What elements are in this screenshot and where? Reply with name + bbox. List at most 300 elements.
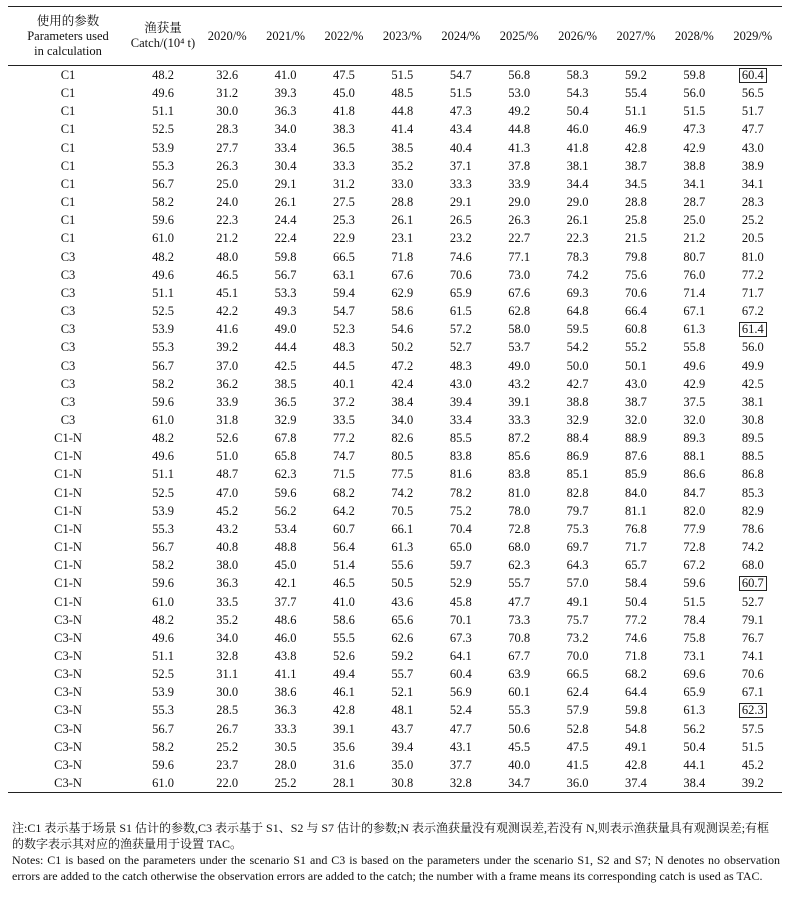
value-cell: 70.5 (391, 503, 414, 518)
value-cell: 26.3 (508, 213, 531, 228)
value-cell: 57.0 (566, 576, 589, 591)
value-cell: 59.2 (391, 649, 414, 663)
value-cell: 50.6 (508, 721, 531, 736)
value-cell: 51.5 (391, 68, 414, 82)
catch-cell: 58.2 (152, 195, 174, 210)
value-cell: 45.1 (216, 285, 239, 300)
table-row (8, 284, 782, 302)
value-cell: 81.1 (624, 503, 647, 518)
value-cell: 76.8 (624, 521, 647, 536)
catch-cell: 61.0 (152, 231, 174, 246)
value-cell: 56.4 (333, 540, 355, 555)
value-cell: 79.8 (624, 249, 647, 264)
value-cell: 30.8 (391, 776, 414, 791)
note-chinese: 注:C1 表示基于场景 S1 估计的参数,C3 表示基于 S1、S2 与 S7 估计的参数;N 表示渔获量没有观测误差,若没有 N,则表示渔获量具有观测误差;有框的数字表示其对应的渔获量用于设置 TAC。 (12, 821, 770, 851)
table-row (8, 229, 782, 247)
value-cell: 38.7 (624, 394, 647, 409)
value-cell: 32.8 (216, 649, 239, 663)
table-body (8, 66, 782, 793)
table-row (8, 357, 782, 375)
value-cell: 44.1 (683, 757, 706, 772)
value-cell: 33.0 (391, 176, 414, 191)
value-cell: 88.1 (683, 449, 706, 464)
param-cell: C1 (60, 104, 76, 119)
value-cell: 59.5 (566, 322, 589, 337)
value-cell: 24.4 (274, 213, 297, 228)
table-row (8, 302, 782, 320)
value-cell: 26.5 (449, 213, 472, 228)
value-cell: 36.0 (566, 776, 589, 791)
value-cell: 43.0 (624, 376, 647, 391)
table-row (8, 266, 782, 284)
header-row (8, 7, 782, 66)
value-cell: 48.5 (391, 86, 414, 101)
value-cell: 42.5 (741, 376, 764, 391)
value-cell: 22.3 (566, 231, 589, 246)
value-cell: 42.4 (391, 376, 414, 391)
table-row (8, 647, 782, 665)
value-cell: 72.8 (508, 521, 531, 536)
framed-value-cell (724, 574, 782, 592)
value-cell: 50.4 (683, 739, 706, 754)
catch-cell: 56.7 (152, 176, 174, 191)
catch-cell: 58.2 (152, 558, 174, 573)
value-cell: 32.9 (566, 412, 589, 427)
value-cell: 68.0 (741, 558, 764, 573)
value-cell: 42.8 (624, 140, 647, 155)
value-cell: 21.2 (683, 231, 706, 246)
value-cell: 48.1 (391, 703, 414, 718)
value-cell: 50.0 (566, 358, 589, 373)
catch-header-en: Catch/(10⁴ t) (130, 36, 196, 50)
value-cell: 80.5 (391, 449, 414, 464)
value-cell: 64.2 (333, 503, 355, 518)
value-cell: 75.8 (683, 630, 706, 645)
value-cell: 43.6 (391, 594, 414, 609)
value-cell: 55.6 (391, 558, 414, 573)
param-cell: C3-N (54, 757, 82, 772)
value-cell: 46.1 (333, 685, 355, 700)
param-cell: C1 (60, 86, 76, 101)
value-cell: 62.9 (391, 285, 414, 300)
value-cell: 26.1 (274, 195, 297, 210)
table-row (8, 538, 782, 556)
value-cell: 42.7 (566, 376, 589, 391)
value-cell: 34.0 (274, 122, 297, 137)
catch-cell: 51.1 (152, 467, 174, 482)
value-cell: 22.7 (508, 231, 531, 246)
param-cell: C1 (60, 122, 76, 137)
value-cell: 59.7 (449, 558, 472, 573)
table-notes (12, 820, 780, 884)
table-row (8, 574, 782, 592)
value-cell: 61.3 (683, 703, 706, 718)
value-cell: 29.1 (449, 195, 472, 210)
value-cell: 51.1 (624, 104, 647, 119)
year-column-header: 2025/% (499, 28, 539, 43)
catch-cell: 59.6 (152, 213, 174, 228)
value-cell: 52.7 (449, 340, 472, 355)
param-cell: C3 (60, 304, 76, 319)
value-cell: 67.7 (508, 649, 531, 663)
param-cell: C1-N (54, 485, 82, 500)
value-cell: 73.2 (566, 630, 589, 645)
table-row (8, 556, 782, 574)
value-cell: 45.5 (508, 739, 531, 754)
value-cell: 84.7 (683, 485, 706, 500)
value-cell: 48.3 (449, 358, 472, 373)
table-row (8, 774, 782, 793)
value-cell: 58.3 (566, 68, 589, 82)
value-cell: 25.0 (216, 176, 239, 191)
value-cell: 75.2 (449, 503, 472, 518)
value-cell: 51.7 (741, 104, 764, 119)
value-cell: 40.0 (508, 757, 531, 772)
catch-cell: 48.2 (152, 431, 174, 446)
value-cell: 53.0 (508, 86, 531, 101)
value-cell: 25.8 (624, 213, 647, 228)
value-cell: 77.2 (624, 612, 647, 627)
param-cell: C1-N (54, 594, 82, 609)
value-cell: 75.7 (566, 612, 589, 627)
catch-cell: 52.5 (152, 304, 174, 319)
value-cell: 45.2 (741, 757, 764, 772)
value-cell: 77.2 (333, 431, 355, 446)
value-cell: 40.8 (216, 540, 239, 555)
value-cell: 71.7 (624, 540, 647, 555)
value-cell: 62.4 (566, 685, 589, 700)
value-cell: 46.9 (624, 122, 647, 137)
value-cell: 58.0 (508, 322, 531, 337)
table-header (8, 7, 782, 66)
value-cell: 35.2 (391, 158, 414, 173)
value-cell: 86.6 (683, 467, 706, 482)
catch-cell: 56.7 (152, 721, 174, 736)
value-cell: 30.5 (274, 739, 297, 754)
param-cell: C3-N (54, 721, 82, 736)
value-cell: 50.2 (391, 340, 414, 355)
catch-cell: 49.6 (152, 449, 174, 464)
value-cell: 32.9 (274, 412, 297, 427)
value-cell: 83.8 (508, 467, 531, 482)
table-row (8, 102, 782, 120)
value-cell: 31.1 (216, 667, 239, 682)
value-cell: 40.1 (333, 376, 355, 391)
catch-cell: 56.7 (152, 358, 174, 373)
value-cell: 49.3 (274, 304, 297, 319)
value-cell: 61.3 (391, 540, 414, 555)
value-cell: 31.6 (333, 757, 355, 772)
value-cell: 37.4 (624, 776, 647, 791)
param-header-en-line2: in calculation (34, 43, 102, 58)
value-cell: 79.1 (741, 612, 764, 627)
value-cell: 74.7 (333, 449, 355, 464)
value-cell: 71.8 (391, 249, 414, 264)
value-cell: 89.3 (683, 431, 706, 446)
value-cell: 36.3 (274, 703, 297, 718)
value-cell: 82.6 (391, 431, 414, 446)
table-row (8, 465, 782, 483)
value-cell: 85.3 (741, 485, 764, 500)
value-cell: 27.5 (333, 195, 355, 210)
value-cell: 54.3 (566, 86, 589, 101)
value-cell: 82.0 (683, 503, 706, 518)
value-cell: 82.9 (741, 503, 764, 518)
value-cell: 59.2 (624, 68, 647, 82)
value-cell: 49.0 (274, 322, 297, 337)
value-cell: 45.0 (274, 558, 297, 573)
year-column-header: 2026/% (558, 28, 597, 43)
catch-cell: 48.2 (152, 249, 174, 264)
value-cell: 64.4 (624, 685, 647, 700)
param-cell: C1 (60, 195, 76, 210)
value-cell: 68.2 (624, 667, 647, 682)
year-column-header: 2029/% (733, 28, 773, 43)
value-cell: 50.4 (624, 594, 647, 609)
value-cell: 52.8 (566, 721, 589, 736)
value-cell: 81.6 (449, 467, 472, 482)
value-cell: 51.5 (741, 739, 764, 754)
value-cell: 30.4 (274, 158, 297, 173)
value-cell: 46.5 (216, 267, 239, 282)
table-row (8, 393, 782, 411)
value-cell: 78.4 (683, 612, 706, 627)
value-cell: 33.5 (216, 594, 239, 609)
value-cell: 60.4 (449, 667, 472, 682)
catch-cell: 61.0 (152, 594, 174, 609)
value-cell: 77.2 (741, 267, 764, 282)
value-cell: 59.4 (333, 285, 355, 300)
value-cell: 58.6 (333, 612, 355, 627)
param-cell: C3 (60, 267, 76, 282)
value-cell: 38.1 (566, 158, 589, 173)
catch-header-cn: 渔获量 (144, 21, 182, 35)
value-cell: 64.3 (566, 558, 589, 573)
value-cell: 39.1 (508, 394, 531, 409)
value-cell: 84.0 (624, 485, 647, 500)
value-cell: 60.8 (624, 322, 647, 337)
value-cell: 43.8 (274, 649, 297, 663)
value-cell: 26.7 (216, 721, 239, 736)
table-row (8, 66, 782, 85)
value-cell: 52.6 (333, 649, 355, 663)
value-cell: 77.5 (391, 467, 414, 482)
value-cell: 71.8 (624, 649, 647, 663)
value-cell: 41.6 (216, 322, 239, 337)
value-cell: 30.0 (216, 104, 239, 119)
value-cell: 36.3 (274, 104, 297, 119)
value-cell: 52.7 (741, 594, 764, 609)
value-cell: 43.7 (391, 721, 414, 736)
value-cell: 61.5 (449, 304, 472, 319)
value-cell: 66.5 (333, 249, 355, 264)
catch-cell: 53.9 (152, 322, 174, 337)
table-row (8, 611, 782, 629)
value-cell: 64.1 (449, 649, 472, 663)
value-cell: 34.1 (683, 176, 706, 191)
value-cell: 67.6 (391, 267, 414, 282)
catch-cell: 48.2 (152, 612, 174, 627)
catch-cell: 59.6 (152, 757, 174, 772)
framed-value-cell (724, 66, 782, 85)
value-cell: 54.8 (624, 721, 647, 736)
value-cell: 39.1 (333, 721, 355, 736)
value-cell: 31.2 (333, 176, 355, 191)
param-cell: C3 (60, 376, 76, 391)
value-cell: 56.8 (508, 68, 531, 82)
value-cell: 43.4 (449, 122, 472, 137)
results-table-container (8, 6, 782, 793)
value-cell: 55.4 (624, 86, 647, 101)
value-cell: 69.7 (566, 540, 589, 555)
table-row (8, 320, 782, 338)
value-cell: 33.3 (333, 158, 355, 173)
value-cell: 71.5 (333, 467, 355, 482)
value-cell: 36.3 (216, 576, 239, 591)
value-cell: 34.5 (624, 176, 647, 191)
value-cell: 38.4 (683, 776, 706, 791)
value-cell: 55.3 (508, 703, 531, 718)
value-cell: 56.2 (683, 721, 706, 736)
value-cell: 38.3 (333, 122, 355, 137)
param-cell: C3-N (54, 649, 82, 663)
param-cell: C3 (60, 249, 76, 264)
value-cell: 85.6 (508, 449, 531, 464)
value-cell: 38.8 (566, 394, 589, 409)
value-cell: 32.6 (216, 68, 239, 82)
value-cell: 47.5 (566, 739, 589, 754)
value-cell: 50.5 (391, 576, 414, 591)
value-cell: 58.6 (391, 304, 414, 319)
table-row (8, 484, 782, 502)
value-cell: 28.1 (333, 776, 355, 791)
value-cell: 66.5 (566, 667, 589, 682)
value-cell: 38.7 (624, 158, 647, 173)
table-row (8, 375, 782, 393)
value-cell: 76.7 (741, 630, 764, 645)
catch-cell: 53.9 (152, 503, 174, 518)
value-cell: 72.8 (683, 540, 706, 555)
param-cell: C1 (60, 158, 76, 173)
value-cell: 65.7 (624, 558, 647, 573)
value-cell: 78.0 (508, 503, 531, 518)
param-cell: C1-N (54, 558, 82, 573)
value-cell: 41.1 (274, 667, 297, 682)
tac-framed-value: 60.4 (739, 68, 767, 83)
value-cell: 38.5 (274, 376, 297, 391)
value-cell: 40.4 (449, 140, 472, 155)
catch-cell: 55.3 (152, 158, 174, 173)
value-cell: 52.4 (449, 703, 472, 718)
value-cell: 78.2 (449, 485, 472, 500)
value-cell: 48.3 (333, 340, 355, 355)
value-cell: 70.0 (566, 649, 589, 663)
table-row (8, 683, 782, 701)
catch-cell: 55.3 (152, 340, 174, 355)
table-row (8, 139, 782, 157)
year-column-header: 2028/% (674, 28, 714, 43)
value-cell: 82.8 (566, 485, 589, 500)
value-cell: 48.7 (216, 467, 239, 482)
year-column-header: 2027/% (616, 28, 656, 43)
table-row (8, 756, 782, 774)
value-cell: 28.3 (216, 122, 239, 137)
value-cell: 51.4 (333, 558, 355, 573)
value-cell: 31.2 (216, 86, 239, 101)
value-cell: 67.8 (274, 431, 297, 446)
value-cell: 39.3 (274, 86, 297, 101)
catch-cell: 49.6 (152, 267, 174, 282)
table-row (8, 629, 782, 647)
catch-cell: 61.0 (152, 776, 174, 791)
value-cell: 79.7 (566, 503, 589, 518)
value-cell: 63.9 (508, 667, 531, 682)
value-cell: 70.6 (624, 285, 647, 300)
table-row (8, 520, 782, 538)
year-column-header: 2021/% (266, 28, 306, 43)
results-table (8, 6, 782, 793)
value-cell: 77.9 (683, 521, 706, 536)
value-cell: 74.2 (391, 485, 414, 500)
value-cell: 25.2 (216, 739, 239, 754)
value-cell: 21.5 (624, 231, 647, 246)
value-cell: 39.2 (741, 776, 764, 791)
value-cell: 45.0 (333, 86, 355, 101)
value-cell: 75.3 (566, 521, 589, 536)
catch-cell: 53.9 (152, 685, 174, 700)
table-row (8, 338, 782, 356)
value-cell: 86.9 (566, 449, 589, 464)
value-cell: 38.8 (683, 158, 706, 173)
value-cell: 60.7 (333, 521, 355, 536)
value-cell: 29.0 (566, 195, 589, 210)
catch-cell: 55.3 (152, 521, 174, 536)
catch-cell: 49.6 (152, 86, 174, 101)
value-cell: 34.4 (566, 176, 589, 191)
value-cell: 51.5 (683, 104, 706, 119)
value-cell: 62.3 (274, 467, 297, 482)
catch-cell: 51.1 (152, 104, 174, 119)
param-cell: C1-N (54, 431, 82, 446)
value-cell: 65.8 (274, 449, 297, 464)
value-cell: 47.2 (391, 358, 414, 373)
value-cell: 37.7 (274, 594, 297, 609)
value-cell: 43.0 (741, 140, 764, 155)
value-cell: 33.3 (508, 412, 531, 427)
value-cell: 48.6 (274, 612, 297, 627)
table-row (8, 502, 782, 520)
value-cell: 38.9 (741, 158, 764, 173)
value-cell: 85.1 (566, 467, 589, 482)
catch-cell: 58.2 (152, 376, 174, 391)
value-cell: 44.8 (391, 104, 414, 119)
value-cell: 35.2 (216, 612, 239, 627)
value-cell: 25.2 (741, 213, 764, 228)
value-cell: 57.5 (741, 721, 764, 736)
value-cell: 33.9 (216, 394, 239, 409)
table-row (8, 447, 782, 465)
value-cell: 56.0 (683, 86, 706, 101)
value-cell: 56.9 (449, 685, 472, 700)
value-cell: 45.8 (449, 594, 472, 609)
value-cell: 47.7 (741, 122, 764, 137)
value-cell: 37.0 (216, 358, 239, 373)
value-cell: 59.8 (683, 68, 706, 82)
value-cell: 68.0 (508, 540, 531, 555)
value-cell: 27.7 (216, 140, 239, 155)
tac-framed-value: 62.3 (739, 703, 767, 718)
value-cell: 38.5 (391, 140, 414, 155)
